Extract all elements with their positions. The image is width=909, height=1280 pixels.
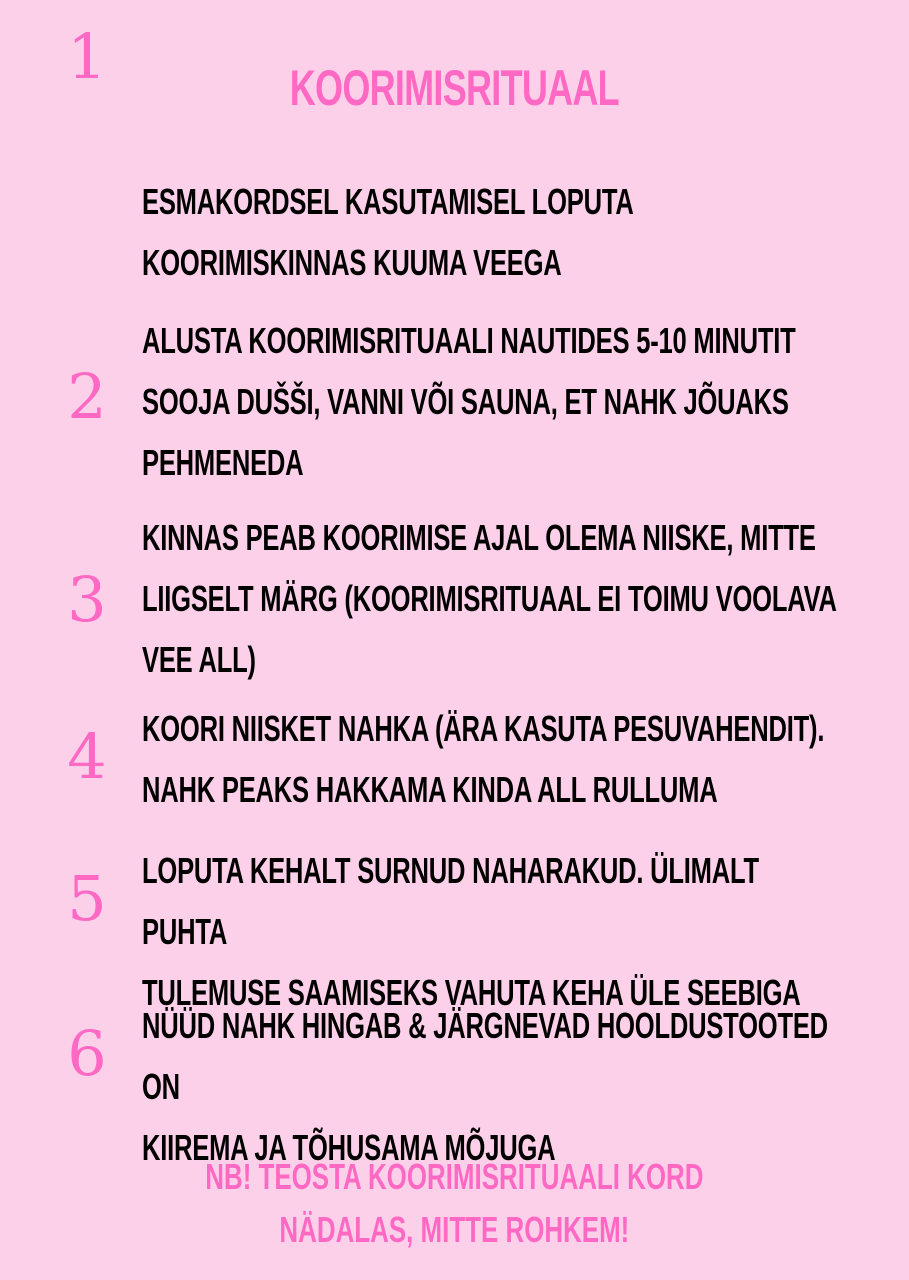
step-number: 4 <box>67 720 107 793</box>
step-text: KINNAS PEAB KOORIMISE AJAL OLEMA NIISKE, MITTE LIIGSELT MÄRG (KOORIMISRITUAAL EI TOIMU VOOLAVA VEE ALL) <box>142 517 837 680</box>
step-number: 3 <box>67 563 107 636</box>
step-number: 6 <box>67 1017 107 1090</box>
step-text: ESMAKORDSEL KASUTAMISEL LOPUTA KOORIMISKINNAS KUUMA VEEGA <box>142 181 634 283</box>
note: NB! TEOSTA KOORIMISRITUAALI KORD NÄDALAS, MITTE ROHKEM! <box>205 1156 704 1250</box>
step-number: 2 <box>67 360 107 433</box>
step-number: 1 <box>67 20 107 93</box>
page-title: KOORIMISRITUAAL <box>289 60 619 116</box>
step-text: KOORI NIISKET NAHKA (ÄRA KASUTA PESUVAHENDIT). NAHK PEAKS HAKKAMA KINDA ALL RULLUMA <box>142 708 825 810</box>
step-text: ALUSTA KOORIMISRITUAALI NAUTIDES 5-10 MINUTIT SOOJA DUŠŠI, VANNI VÕI SAUNA, ET NAHK JÕUAKS PEHMENEDA <box>142 320 796 483</box>
step-number: 5 <box>67 862 107 935</box>
step-text: NÜÜD NAHK HINGAB & JÄRGNEVAD HOOLDUSTOOTED ON KIIREMA JA TÕHUSAMA MÕJUGA <box>142 1005 828 1168</box>
step-text: LOPUTA KEHALT SURNUD NAHARAKUD. ÜLIMALT PUHTA TULEMUSE SAAMISEKS VAHUTA KEHA ÜLE SEEBIGA <box>142 850 801 1013</box>
